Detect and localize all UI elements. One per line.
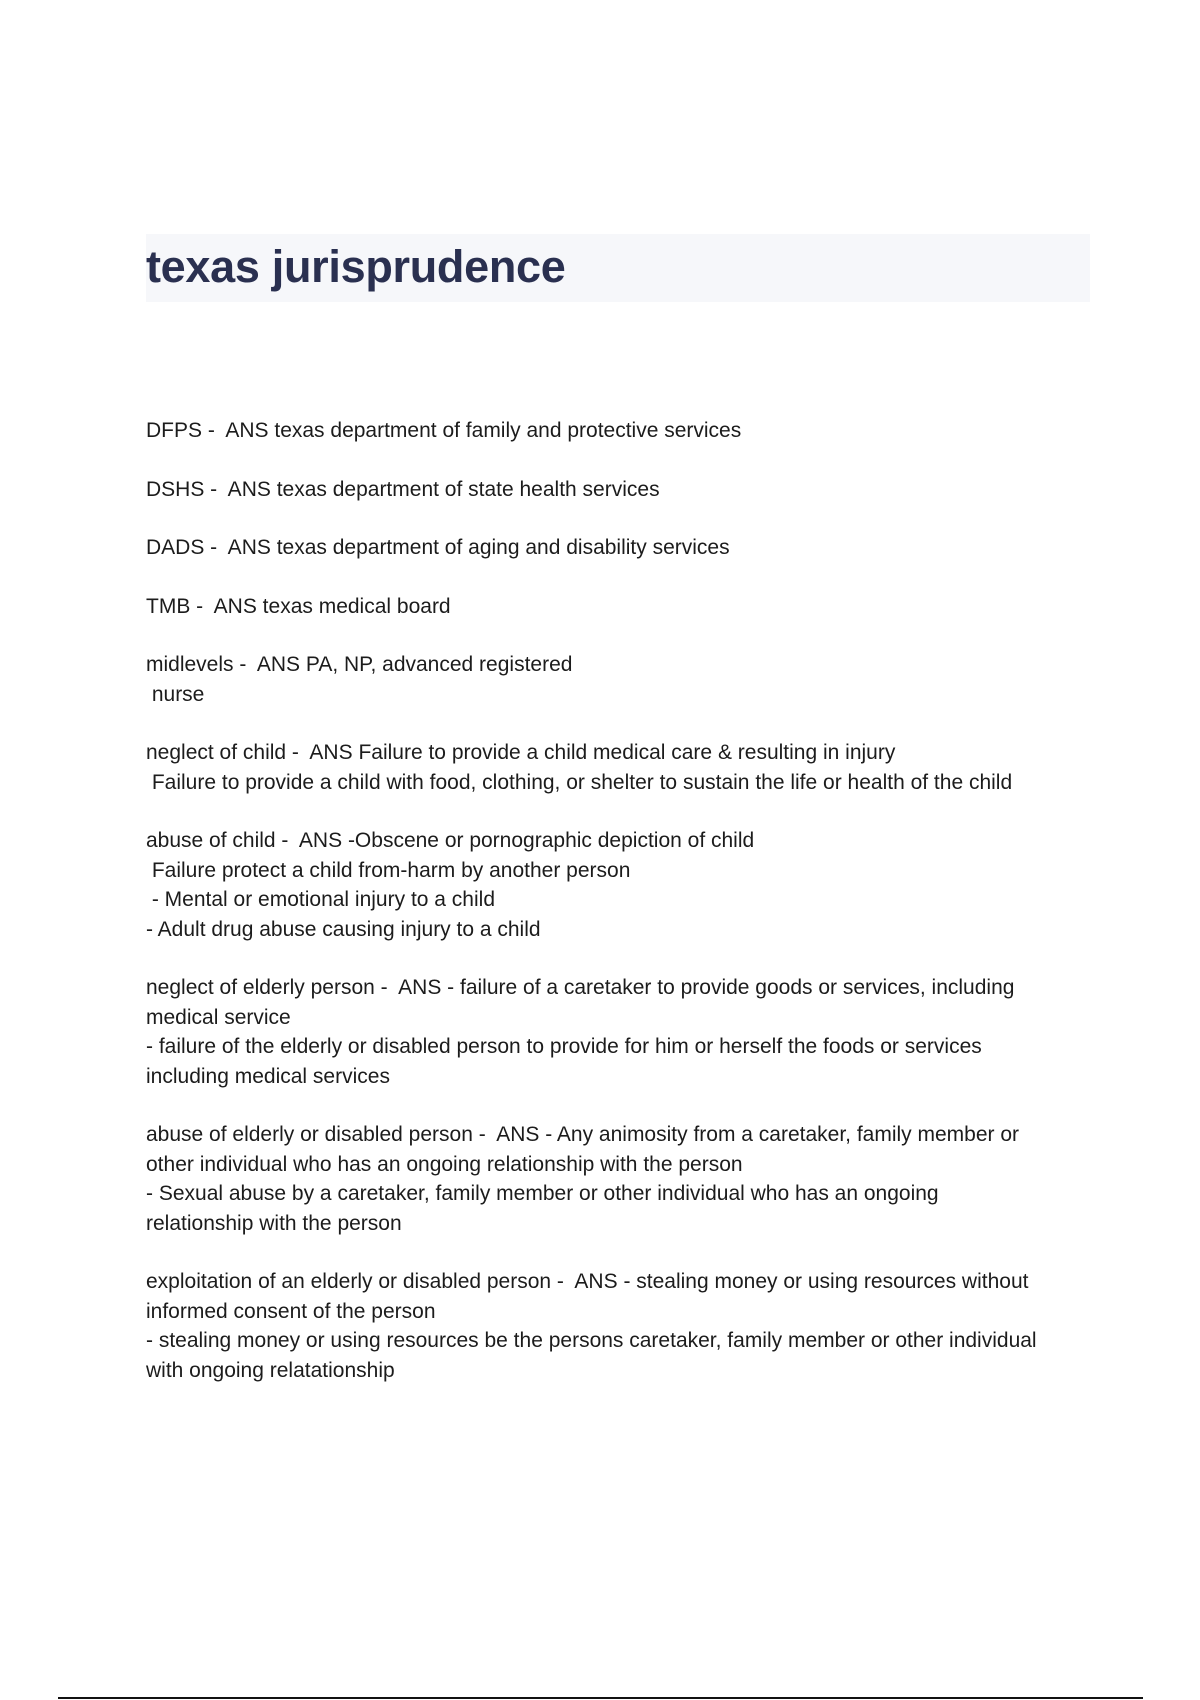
entry-list (146, 416, 1096, 1414)
footer-rule (58, 1697, 1143, 1699)
entry-midlevels (146, 650, 1096, 709)
entry-abuse-of-child (146, 826, 1096, 944)
entry-neglect-of-child (146, 738, 1096, 797)
entry-line: abuse of child - ANS -Obscene or pornographic depiction of child (146, 829, 755, 852)
entry-line: medical service (146, 1005, 291, 1029)
entry-line: with ongoing relatationship (146, 1358, 395, 1382)
entry-line: informed consent of the person (146, 1299, 436, 1323)
entry-line: DFPS - ANS texas department of family and protective services (146, 419, 742, 442)
entry-line: DADS - ANS texas department of aging and disability services (146, 536, 730, 559)
entry-line: midlevels - ANS PA, NP, advanced registered (146, 653, 573, 676)
title-band (146, 234, 1090, 302)
entry-dads (146, 533, 1096, 563)
entry-line: nurse (146, 682, 205, 706)
entry-line: including medical services (146, 1064, 390, 1088)
entry-line: - Sexual abuse by a caretaker, family member or other individual who has an ongoing (146, 1182, 939, 1205)
entry-line: - Adult drug abuse causing injury to a child (146, 917, 541, 941)
entry-dshs (146, 475, 1096, 505)
entry-line: other individual who has an ongoing relationship with the person (146, 1152, 743, 1176)
entry-line: - stealing money or using resources be the persons caretaker, family member or other individual (146, 1329, 1037, 1352)
entry-line: neglect of child - ANS Failure to provide a child medical care & resulting in injury (146, 741, 896, 764)
entry-line: Failure protect a child from-harm by another person (146, 858, 631, 882)
entry-line: neglect of elderly person - ANS - failure of a caretaker to provide goods or services, including (146, 976, 1015, 999)
entry-line: - failure of the elderly or disabled person to provide for him or herself the foods or services (146, 1035, 982, 1058)
page-title: texas jurisprudence (146, 241, 566, 292)
entry-line: relationship with the person (146, 1211, 402, 1235)
entry-line: exploitation of an elderly or disabled person - ANS - stealing money or using resources without (146, 1270, 1029, 1293)
entry-exploitation-of-elderly (146, 1267, 1096, 1385)
entry-line: TMB - ANS texas medical board (146, 594, 451, 618)
entry-line: Failure to provide a child with food, clothing, or shelter to sustain the life or health of the child (146, 770, 1013, 794)
entry-abuse-of-elderly (146, 1120, 1096, 1238)
entry-neglect-of-elderly (146, 973, 1096, 1091)
entry-line: - Mental or emotional injury to a child (146, 888, 495, 911)
entry-tmb (146, 592, 1096, 622)
entry-line: DSHS - ANS texas department of state health services (146, 477, 660, 501)
entry-dfps (146, 416, 1096, 446)
entry-line: abuse of elderly or disabled person - ANS - Any animosity from a caretaker, family member or (146, 1123, 1020, 1146)
